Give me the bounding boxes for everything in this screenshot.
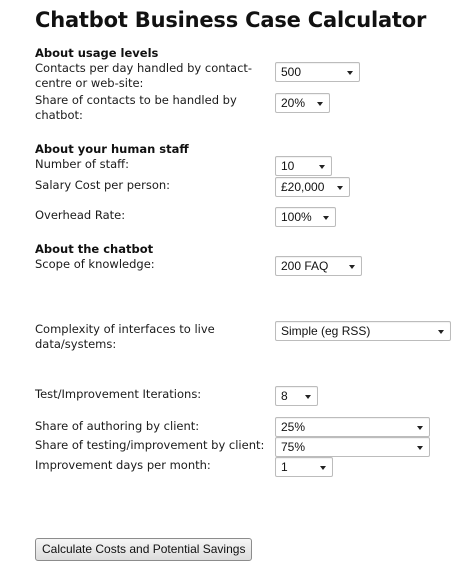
- chevron-down-icon: [320, 466, 326, 470]
- salary-cost-select[interactable]: [275, 177, 350, 197]
- section-heading-staff: About your human staff: [35, 142, 189, 156]
- interface-complexity-label: [35, 322, 215, 352]
- test-iterations-label: Test/Improvement Iterations:: [35, 387, 202, 401]
- contacts-per-day-select[interactable]: [275, 62, 360, 82]
- test-iterations-value: 8: [281, 389, 288, 403]
- calculate-button[interactable]: Calculate Costs and Potential Savings: [35, 538, 252, 561]
- chevron-down-icon: [349, 265, 355, 269]
- chevron-down-icon: [317, 102, 323, 106]
- share-of-contacts-label: [35, 93, 237, 123]
- scope-of-knowledge-value: 200 FAQ: [281, 259, 329, 273]
- chevron-down-icon: [319, 165, 325, 169]
- interface-complexity-label-line2: data/systems:: [35, 337, 117, 351]
- chevron-down-icon: [337, 186, 343, 190]
- overhead-rate-value: 100%: [281, 210, 312, 224]
- testing-share-label: Share of testing/improvement by client:: [35, 438, 265, 452]
- interface-complexity-label-line1: Complexity of interfaces to live: [35, 322, 215, 336]
- chevron-down-icon: [323, 216, 329, 220]
- section-heading-usage: About usage levels: [35, 46, 159, 60]
- number-of-staff-value: 10: [281, 159, 295, 173]
- salary-cost-value: £20,000: [281, 180, 325, 194]
- chevron-down-icon: [417, 426, 423, 430]
- authoring-share-label: Share of authoring by client:: [35, 419, 200, 433]
- section-heading-chatbot: About the chatbot: [35, 242, 154, 256]
- scope-of-knowledge-select[interactable]: [275, 256, 362, 276]
- contacts-per-day-label-line2: centre or web-site:: [35, 76, 144, 90]
- contacts-per-day-label: [35, 61, 252, 91]
- chevron-down-icon: [305, 395, 311, 399]
- contacts-per-day-label-line1: Contacts per day handled by contact-: [35, 61, 253, 75]
- testing-share-select[interactable]: [275, 437, 430, 457]
- chevron-down-icon: [417, 446, 423, 450]
- improvement-days-value: 1: [281, 460, 288, 474]
- number-of-staff-select[interactable]: [275, 156, 332, 176]
- share-of-contacts-value: 20%: [281, 96, 306, 110]
- test-iterations-select[interactable]: [275, 386, 318, 406]
- improvement-days-label: Improvement days per month:: [35, 458, 211, 472]
- testing-share-value: 75%: [281, 440, 306, 454]
- interface-complexity-select[interactable]: [275, 321, 451, 341]
- share-of-contacts-label-line2: chatbot:: [35, 108, 83, 122]
- improvement-days-select[interactable]: [275, 457, 333, 477]
- page-title: Chatbot Business Case Calculator: [35, 8, 427, 32]
- chevron-down-icon: [438, 330, 444, 334]
- salary-cost-label: Salary Cost per person:: [35, 178, 171, 192]
- authoring-share-value: 25%: [281, 420, 306, 434]
- number-of-staff-label: Number of staff:: [35, 157, 129, 171]
- scope-of-knowledge-label: Scope of knowledge:: [35, 257, 155, 271]
- overhead-rate-label: Overhead Rate:: [35, 208, 126, 222]
- contacts-per-day-value: 500: [281, 65, 302, 79]
- chevron-down-icon: [347, 71, 353, 75]
- overhead-rate-select[interactable]: [275, 207, 336, 227]
- share-of-contacts-select[interactable]: [275, 93, 330, 113]
- authoring-share-select[interactable]: [275, 417, 430, 437]
- share-of-contacts-label-line1: Share of contacts to be handled by: [35, 93, 237, 107]
- interface-complexity-value: Simple (eg RSS): [281, 324, 371, 338]
